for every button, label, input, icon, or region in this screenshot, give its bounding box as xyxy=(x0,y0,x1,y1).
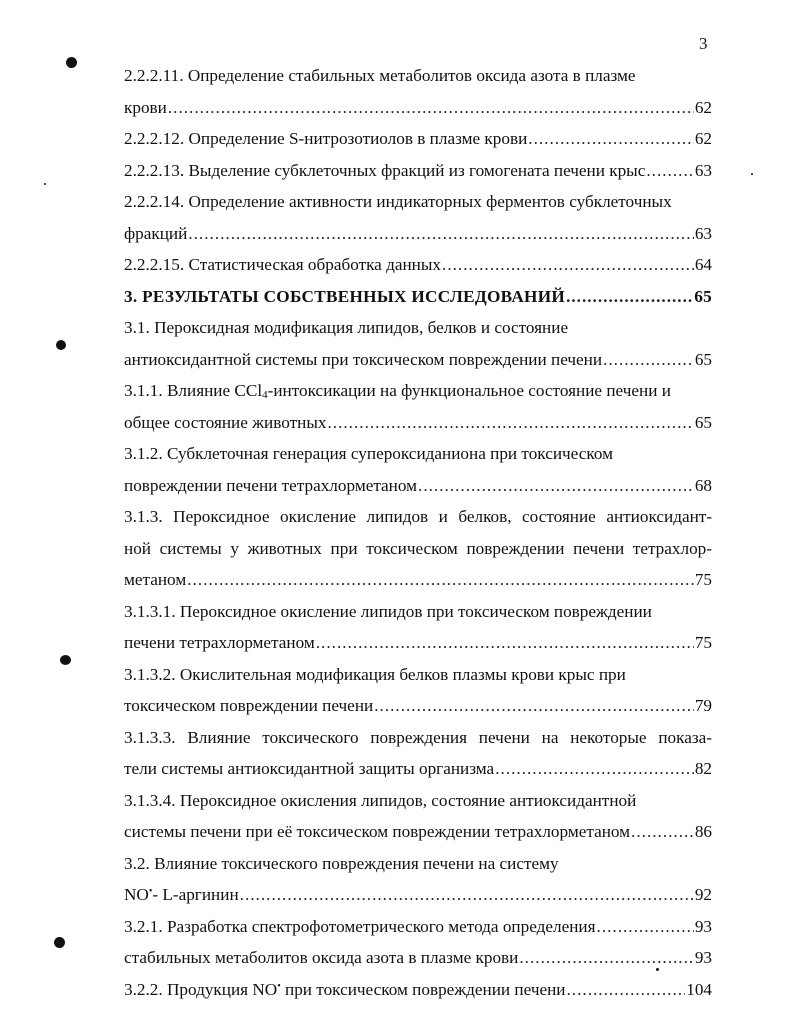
toc-entry[interactable] xyxy=(124,627,712,659)
toc-line: 3.1.3.3. Влияние токсического повреждения печени на некоторые показа- xyxy=(124,727,712,747)
toc-page-number: 65 xyxy=(694,286,712,306)
dot-leader xyxy=(528,123,694,155)
dot-leader xyxy=(240,879,694,911)
toc-entry-title xyxy=(124,974,566,1006)
toc-entry-title: антиоксидантной системы при токсическом повреждении печени xyxy=(124,349,603,369)
dot-leader xyxy=(567,974,686,1006)
speck-mark xyxy=(751,173,753,175)
toc-page-number: 68 xyxy=(694,475,712,495)
toc-page-number: 75 xyxy=(694,633,712,652)
toc-entry-title: крови xyxy=(124,97,167,117)
toc-page-number: 62 xyxy=(694,129,712,148)
toc-entry-text: при токсическом повреждении печени xyxy=(280,979,566,999)
dot-leader xyxy=(327,407,693,439)
dot-leader xyxy=(646,155,693,187)
radical-dot: • xyxy=(148,886,153,897)
hole-punch-mark xyxy=(66,57,77,68)
toc-page-number: 82 xyxy=(694,759,712,778)
toc-entry[interactable] xyxy=(124,879,712,911)
toc-entry-title: 2.2.2.13. Выделение субклеточных фракций из гомогената печени крыс xyxy=(124,160,646,180)
table-of-contents xyxy=(124,60,712,1005)
toc-entry-title: общее состояние животных xyxy=(124,412,327,432)
toc-entry-text: 3.2.2. Продукция NO xyxy=(124,979,278,999)
dot-leader xyxy=(631,816,694,848)
toc-entry-title: 2.2.2.12. Определение S-нитрозотиолов в плазме крови xyxy=(124,129,528,148)
toc-line: 3.1.2. Субклеточная генерация супероксиданиона при токсическом xyxy=(124,444,613,463)
toc-chapter-title: 3. РЕЗУЛЬТАТЫ СОБСТВЕННЫХ ИССЛЕДОВАНИЙ xyxy=(124,286,566,306)
toc-entry[interactable] xyxy=(124,942,712,974)
toc-line: 3.1. Пероксидная модификация липидов, белков и состояние xyxy=(124,318,569,337)
toc-entry[interactable] xyxy=(124,123,712,155)
toc-entry[interactable] xyxy=(124,218,712,250)
toc-entry-title: стабильных метаболитов оксида азота в плазме крови xyxy=(124,948,519,967)
hole-punch-mark xyxy=(56,340,66,350)
hole-punch-mark xyxy=(54,937,65,948)
toc-entry[interactable] xyxy=(124,690,712,722)
toc-entry-title: печени тетрахлорметаном xyxy=(124,633,315,652)
dot-leader xyxy=(603,344,694,376)
hole-punch-mark xyxy=(60,655,71,665)
toc-chapter-entry[interactable] xyxy=(124,281,712,313)
toc-entry-title: повреждении печени тетрахлорметаном xyxy=(124,475,418,495)
toc-entry[interactable] xyxy=(124,564,712,596)
dot-leader xyxy=(519,942,693,974)
toc-page-number: 79 xyxy=(694,696,712,715)
toc-page-number: 86 xyxy=(694,822,712,841)
dot-leader xyxy=(418,470,694,502)
dot-leader xyxy=(188,218,694,250)
dot-leader xyxy=(168,92,694,124)
dot-leader xyxy=(597,911,694,943)
toc-entry[interactable] xyxy=(124,470,712,502)
toc-entry-title: метаном xyxy=(124,570,187,589)
toc-entry-title: системы печени при её токсическом повреждении тетрахлорметаном xyxy=(124,822,631,841)
toc-entry-title xyxy=(124,879,239,911)
toc-line: 3.1.3.2. Окислительная модификация белков плазмы крови крыс при xyxy=(124,664,626,684)
toc-page-number: 63 xyxy=(694,160,712,180)
toc-entry-title: тели системы антиоксидантной защиты организма xyxy=(124,759,495,778)
toc-page-number: 104 xyxy=(686,979,712,999)
dot-leader xyxy=(442,249,694,281)
dot-leader xyxy=(187,564,694,596)
toc-line-text: 3.1.1. Влияние CCl xyxy=(124,381,263,400)
toc-line: 3.1.3. Пероксидное окисление липидов и белков, состояние антиоксидант- xyxy=(124,507,712,526)
toc-line: 3.1.3.1. Пероксидное окисление липидов при токсическом повреждении xyxy=(124,601,652,621)
toc-line: 3.1.3.4. Пероксидное окисления липидов, состояние антиоксидантной xyxy=(124,790,637,810)
toc-entry-title: 2.2.2.15. Статистическая обработка данных xyxy=(124,255,442,274)
speck-mark xyxy=(44,183,46,185)
toc-entry[interactable] xyxy=(124,249,712,281)
toc-entry[interactable] xyxy=(124,753,712,785)
toc-page-number: 93 xyxy=(694,948,712,967)
toc-line: 2.2.2.11. Определение стабильных метаболитов оксида азота в плазме xyxy=(124,66,636,85)
toc-page-number: 64 xyxy=(694,255,712,274)
toc-entry-title: токсическом повреждении печени xyxy=(124,696,374,715)
toc-line: 3.2. Влияние токсического повреждения печени на систему xyxy=(124,853,559,873)
toc-entry[interactable] xyxy=(124,816,712,848)
toc-entry[interactable] xyxy=(124,911,712,943)
dot-leader xyxy=(316,627,694,659)
toc-entry[interactable] xyxy=(124,344,712,376)
dot-leader xyxy=(566,281,693,313)
toc-page-number: 65 xyxy=(694,349,712,369)
toc-entry-text: - L-аргинин xyxy=(152,885,239,904)
toc-entry[interactable] xyxy=(124,92,712,124)
dot-leader xyxy=(495,753,694,785)
toc-entry[interactable] xyxy=(124,155,712,187)
toc-page-number: 75 xyxy=(694,570,712,589)
toc-page-number: 65 xyxy=(694,412,712,432)
toc-entry[interactable] xyxy=(124,407,712,439)
dot-leader xyxy=(374,690,694,722)
toc-line xyxy=(124,375,712,407)
toc-line: ной системы у животных при токсическом повреждении печени тетрахлор- xyxy=(124,538,712,558)
toc-entry-title: фракций xyxy=(124,223,188,243)
toc-entry-text: NO xyxy=(124,885,149,904)
toc-entry[interactable] xyxy=(124,974,712,1006)
toc-page-number: 93 xyxy=(694,916,712,936)
page-number: 3 xyxy=(699,34,708,53)
toc-page-number: 62 xyxy=(694,97,712,117)
toc-page-number: 92 xyxy=(694,885,712,904)
toc-entry-title: 3.2.1. Разработка спектрофотометрического метода определения xyxy=(124,916,596,936)
toc-line: 2.2.2.14. Определение активности индикаторных ферментов субклеточных xyxy=(124,192,672,211)
subscript: 4 xyxy=(262,389,268,401)
toc-line-text: -интоксикации на функциональное состояние печени и xyxy=(267,381,671,400)
toc-page-number: 63 xyxy=(694,223,712,243)
radical-dot: • xyxy=(277,980,281,992)
